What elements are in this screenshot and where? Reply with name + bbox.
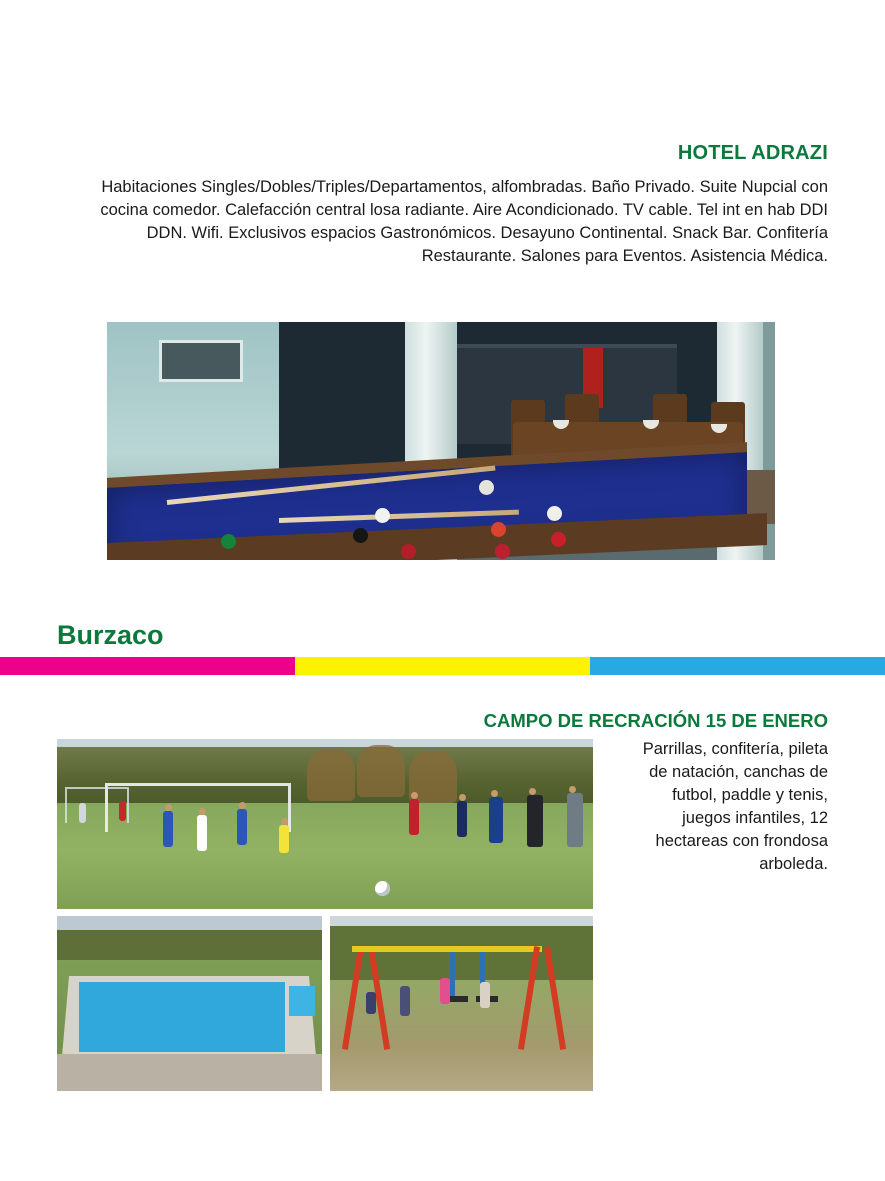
photo-ball xyxy=(495,544,510,559)
photo-child xyxy=(440,978,450,1004)
photo-ball xyxy=(375,508,390,523)
swimming-pool-aerial-photo xyxy=(57,916,322,1091)
photo-ball xyxy=(479,480,494,495)
photo-player xyxy=(237,809,247,845)
photo-player xyxy=(79,803,86,823)
photo-child xyxy=(480,982,490,1008)
photo-ball xyxy=(551,532,566,547)
photo-player xyxy=(567,793,583,847)
photo-player xyxy=(489,797,503,843)
photo-pool-water-small xyxy=(289,986,315,1016)
photo-tree xyxy=(357,745,405,797)
photo-ball xyxy=(491,522,506,537)
photo-player xyxy=(163,811,173,847)
photo-ball xyxy=(353,528,368,543)
photo-walkway xyxy=(57,1054,322,1091)
photo-player xyxy=(279,825,289,853)
photo-child xyxy=(400,986,410,1016)
photo-window xyxy=(159,340,243,382)
photo-player xyxy=(457,801,467,837)
color-divider-bar xyxy=(0,657,885,675)
photo-swing-beam xyxy=(352,946,542,952)
football-field-photo xyxy=(57,739,593,909)
photo-tree xyxy=(307,749,355,801)
campo-recreacion-description: Parrillas, confitería, pileta de natación, canchas de futbol, paddle y tenis, juegos infantiles, 12 hectareas con frondosa arboleda. xyxy=(642,740,828,873)
color-segment-yellow xyxy=(295,657,590,675)
hotel-adrazi-description: Habitaciones Singles/Dobles/Triples/Departamentos, alfombradas. Baño Privado. Suite Nupcial con cocina comedor. Calefacción central losa radiante. Aire Acondicionado. TV cable. Tel int en hab DDI DDN. Wifi. Exclusivos espacios Gastronómicos. Desayuno Continental. Snack Bar. Confitería Restaurante. Salones para Eventos. Asistencia Médica. xyxy=(100,178,828,265)
campo-recreacion-title: CAMPO DE RECRACIÓN 15 DE ENERO xyxy=(483,710,828,731)
photo-player xyxy=(527,795,543,847)
photo-ball xyxy=(401,544,416,559)
photo-player xyxy=(409,799,419,835)
photo-player xyxy=(119,801,126,821)
photo-ball xyxy=(547,506,562,521)
photo-soccer-ball xyxy=(375,881,390,896)
pool-table-lounge-photo xyxy=(107,322,775,560)
color-segment-magenta xyxy=(0,657,295,675)
photo-child xyxy=(366,992,376,1014)
hotel-adrazi-title: HOTEL ADRAZI xyxy=(677,142,828,164)
photo-swing-chain xyxy=(450,952,455,996)
photo-treeline xyxy=(57,930,322,964)
photo-pool-water xyxy=(79,982,285,1052)
burzaco-heading: Burzaco xyxy=(57,620,164,650)
photo-player xyxy=(197,815,207,851)
playground-swings-photo xyxy=(330,916,593,1091)
color-segment-cyan xyxy=(590,657,885,675)
photo-ball xyxy=(221,534,236,549)
